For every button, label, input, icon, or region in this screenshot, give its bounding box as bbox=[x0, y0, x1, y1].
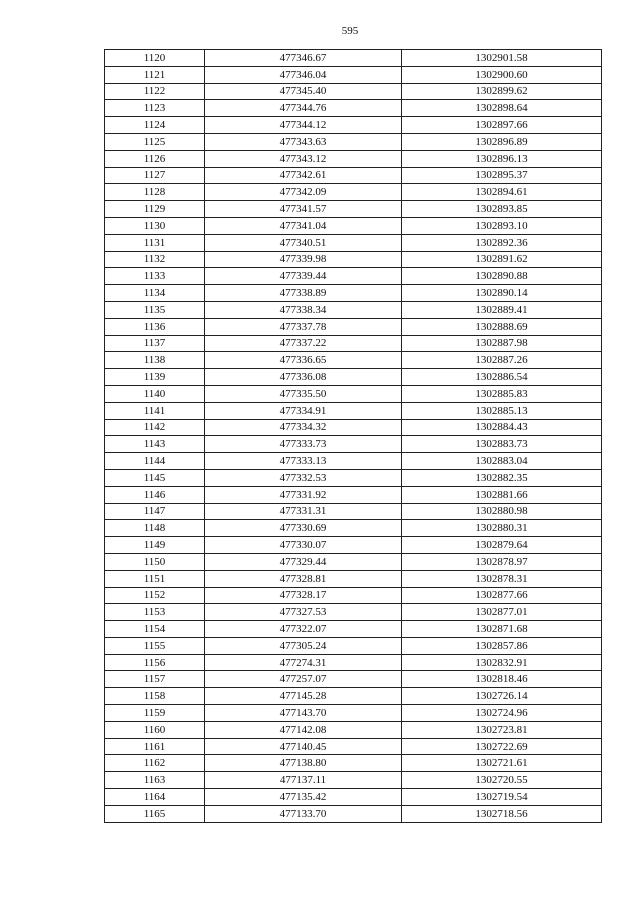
table-row bbox=[105, 66, 602, 83]
x-coordinate-cell: 477138.80 bbox=[205, 755, 402, 772]
y-coordinate-cell: 1302724.96 bbox=[402, 705, 602, 722]
point-number-cell: 1148 bbox=[105, 520, 205, 537]
y-coordinate-cell: 1302877.01 bbox=[402, 604, 602, 621]
table-row bbox=[105, 117, 602, 134]
point-number-cell: 1149 bbox=[105, 537, 205, 554]
x-coordinate-cell: 477305.24 bbox=[205, 637, 402, 654]
x-coordinate-cell: 477329.44 bbox=[205, 553, 402, 570]
point-number-cell: 1164 bbox=[105, 789, 205, 806]
y-coordinate-cell: 1302891.62 bbox=[402, 251, 602, 268]
x-coordinate-cell: 477334.91 bbox=[205, 402, 402, 419]
table-row bbox=[105, 217, 602, 234]
point-number-cell: 1120 bbox=[105, 50, 205, 67]
x-coordinate-cell: 477341.57 bbox=[205, 201, 402, 218]
point-number-cell: 1151 bbox=[105, 570, 205, 587]
table-row bbox=[105, 83, 602, 100]
y-coordinate-cell: 1302885.13 bbox=[402, 402, 602, 419]
table-row bbox=[105, 789, 602, 806]
x-coordinate-cell: 477331.92 bbox=[205, 486, 402, 503]
y-coordinate-cell: 1302884.43 bbox=[402, 419, 602, 436]
table-row bbox=[105, 133, 602, 150]
x-coordinate-cell: 477344.76 bbox=[205, 100, 402, 117]
point-number-cell: 1158 bbox=[105, 688, 205, 705]
table-row bbox=[105, 285, 602, 302]
x-coordinate-cell: 477345.40 bbox=[205, 83, 402, 100]
point-number-cell: 1159 bbox=[105, 705, 205, 722]
point-number-cell: 1144 bbox=[105, 453, 205, 470]
table-row bbox=[105, 402, 602, 419]
y-coordinate-cell: 1302883.73 bbox=[402, 436, 602, 453]
point-number-cell: 1162 bbox=[105, 755, 205, 772]
x-coordinate-cell: 477344.12 bbox=[205, 117, 402, 134]
table-row bbox=[105, 50, 602, 67]
y-coordinate-cell: 1302871.68 bbox=[402, 621, 602, 638]
table-row bbox=[105, 436, 602, 453]
y-coordinate-cell: 1302878.31 bbox=[402, 570, 602, 587]
table-row bbox=[105, 621, 602, 638]
point-number-cell: 1165 bbox=[105, 805, 205, 822]
x-coordinate-cell: 477330.07 bbox=[205, 537, 402, 554]
x-coordinate-cell: 477338.34 bbox=[205, 301, 402, 318]
point-number-cell: 1139 bbox=[105, 369, 205, 386]
x-coordinate-cell: 477341.04 bbox=[205, 217, 402, 234]
x-coordinate-cell: 477346.67 bbox=[205, 50, 402, 67]
point-number-cell: 1153 bbox=[105, 604, 205, 621]
y-coordinate-cell: 1302899.62 bbox=[402, 83, 602, 100]
point-number-cell: 1136 bbox=[105, 318, 205, 335]
x-coordinate-cell: 477336.65 bbox=[205, 352, 402, 369]
y-coordinate-cell: 1302887.98 bbox=[402, 335, 602, 352]
table-row bbox=[105, 688, 602, 705]
y-coordinate-cell: 1302721.61 bbox=[402, 755, 602, 772]
x-coordinate-cell: 477327.53 bbox=[205, 604, 402, 621]
point-number-cell: 1127 bbox=[105, 167, 205, 184]
y-coordinate-cell: 1302818.46 bbox=[402, 671, 602, 688]
point-number-cell: 1131 bbox=[105, 234, 205, 251]
table-row bbox=[105, 318, 602, 335]
point-number-cell: 1128 bbox=[105, 184, 205, 201]
y-coordinate-cell: 1302879.64 bbox=[402, 537, 602, 554]
point-number-cell: 1143 bbox=[105, 436, 205, 453]
y-coordinate-cell: 1302900.60 bbox=[402, 66, 602, 83]
coordinates-table-body bbox=[105, 50, 602, 823]
point-number-cell: 1147 bbox=[105, 503, 205, 520]
x-coordinate-cell: 477343.12 bbox=[205, 150, 402, 167]
y-coordinate-cell: 1302857.86 bbox=[402, 637, 602, 654]
table-row bbox=[105, 100, 602, 117]
point-number-cell: 1161 bbox=[105, 738, 205, 755]
table-row bbox=[105, 184, 602, 201]
y-coordinate-cell: 1302881.66 bbox=[402, 486, 602, 503]
x-coordinate-cell: 477330.69 bbox=[205, 520, 402, 537]
table-row bbox=[105, 671, 602, 688]
point-number-cell: 1129 bbox=[105, 201, 205, 218]
table-row bbox=[105, 385, 602, 402]
table-row bbox=[105, 738, 602, 755]
table-row bbox=[105, 637, 602, 654]
y-coordinate-cell: 1302718.56 bbox=[402, 805, 602, 822]
table-row bbox=[105, 369, 602, 386]
table-row bbox=[105, 772, 602, 789]
point-number-cell: 1132 bbox=[105, 251, 205, 268]
y-coordinate-cell: 1302883.04 bbox=[402, 453, 602, 470]
x-coordinate-cell: 477142.08 bbox=[205, 721, 402, 738]
table-row bbox=[105, 352, 602, 369]
y-coordinate-cell: 1302878.97 bbox=[402, 553, 602, 570]
x-coordinate-cell: 477137.11 bbox=[205, 772, 402, 789]
y-coordinate-cell: 1302877.66 bbox=[402, 587, 602, 604]
table-row bbox=[105, 587, 602, 604]
table-row bbox=[105, 486, 602, 503]
x-coordinate-cell: 477145.28 bbox=[205, 688, 402, 705]
y-coordinate-cell: 1302895.37 bbox=[402, 167, 602, 184]
point-number-cell: 1125 bbox=[105, 133, 205, 150]
point-number-cell: 1154 bbox=[105, 621, 205, 638]
x-coordinate-cell: 477337.78 bbox=[205, 318, 402, 335]
y-coordinate-cell: 1302889.41 bbox=[402, 301, 602, 318]
table-row bbox=[105, 537, 602, 554]
y-coordinate-cell: 1302890.14 bbox=[402, 285, 602, 302]
y-coordinate-cell: 1302880.98 bbox=[402, 503, 602, 520]
x-coordinate-cell: 477339.44 bbox=[205, 268, 402, 285]
y-coordinate-cell: 1302888.69 bbox=[402, 318, 602, 335]
table-row bbox=[105, 553, 602, 570]
table-row bbox=[105, 234, 602, 251]
point-number-cell: 1138 bbox=[105, 352, 205, 369]
point-number-cell: 1133 bbox=[105, 268, 205, 285]
point-number-cell: 1123 bbox=[105, 100, 205, 117]
point-number-cell: 1150 bbox=[105, 553, 205, 570]
point-number-cell: 1157 bbox=[105, 671, 205, 688]
x-coordinate-cell: 477274.31 bbox=[205, 654, 402, 671]
y-coordinate-cell: 1302880.31 bbox=[402, 520, 602, 537]
y-coordinate-cell: 1302832.91 bbox=[402, 654, 602, 671]
x-coordinate-cell: 477346.04 bbox=[205, 66, 402, 83]
table-row bbox=[105, 201, 602, 218]
x-coordinate-cell: 477342.61 bbox=[205, 167, 402, 184]
y-coordinate-cell: 1302722.69 bbox=[402, 738, 602, 755]
table-row bbox=[105, 167, 602, 184]
table-row bbox=[105, 705, 602, 722]
x-coordinate-cell: 477133.70 bbox=[205, 805, 402, 822]
table-row bbox=[105, 301, 602, 318]
x-coordinate-cell: 477334.32 bbox=[205, 419, 402, 436]
y-coordinate-cell: 1302896.13 bbox=[402, 150, 602, 167]
point-number-cell: 1160 bbox=[105, 721, 205, 738]
point-number-cell: 1126 bbox=[105, 150, 205, 167]
table-row bbox=[105, 654, 602, 671]
y-coordinate-cell: 1302892.36 bbox=[402, 234, 602, 251]
coordinates-table bbox=[104, 49, 602, 823]
x-coordinate-cell: 477333.13 bbox=[205, 453, 402, 470]
y-coordinate-cell: 1302885.83 bbox=[402, 385, 602, 402]
x-coordinate-cell: 477322.07 bbox=[205, 621, 402, 638]
page-number: 595 bbox=[341, 25, 359, 37]
table-row bbox=[105, 453, 602, 470]
table-row bbox=[105, 520, 602, 537]
y-coordinate-cell: 1302896.89 bbox=[402, 133, 602, 150]
point-number-cell: 1122 bbox=[105, 83, 205, 100]
table-row bbox=[105, 805, 602, 822]
table-row bbox=[105, 469, 602, 486]
table-row bbox=[105, 570, 602, 587]
point-number-cell: 1134 bbox=[105, 285, 205, 302]
point-number-cell: 1155 bbox=[105, 637, 205, 654]
x-coordinate-cell: 477140.45 bbox=[205, 738, 402, 755]
y-coordinate-cell: 1302726.14 bbox=[402, 688, 602, 705]
point-number-cell: 1146 bbox=[105, 486, 205, 503]
table-row bbox=[105, 755, 602, 772]
y-coordinate-cell: 1302898.64 bbox=[402, 100, 602, 117]
point-number-cell: 1121 bbox=[105, 66, 205, 83]
y-coordinate-cell: 1302720.55 bbox=[402, 772, 602, 789]
point-number-cell: 1141 bbox=[105, 402, 205, 419]
point-number-cell: 1130 bbox=[105, 217, 205, 234]
x-coordinate-cell: 477328.81 bbox=[205, 570, 402, 587]
y-coordinate-cell: 1302893.85 bbox=[402, 201, 602, 218]
y-coordinate-cell: 1302897.66 bbox=[402, 117, 602, 134]
point-number-cell: 1140 bbox=[105, 385, 205, 402]
x-coordinate-cell: 477338.89 bbox=[205, 285, 402, 302]
x-coordinate-cell: 477332.53 bbox=[205, 469, 402, 486]
y-coordinate-cell: 1302886.54 bbox=[402, 369, 602, 386]
x-coordinate-cell: 477257.07 bbox=[205, 671, 402, 688]
y-coordinate-cell: 1302893.10 bbox=[402, 217, 602, 234]
x-coordinate-cell: 477339.98 bbox=[205, 251, 402, 268]
point-number-cell: 1145 bbox=[105, 469, 205, 486]
table-row bbox=[105, 150, 602, 167]
point-number-cell: 1156 bbox=[105, 654, 205, 671]
y-coordinate-cell: 1302890.88 bbox=[402, 268, 602, 285]
table-row bbox=[105, 268, 602, 285]
y-coordinate-cell: 1302894.61 bbox=[402, 184, 602, 201]
x-coordinate-cell: 477331.31 bbox=[205, 503, 402, 520]
y-coordinate-cell: 1302887.26 bbox=[402, 352, 602, 369]
x-coordinate-cell: 477143.70 bbox=[205, 705, 402, 722]
table-row bbox=[105, 604, 602, 621]
point-number-cell: 1152 bbox=[105, 587, 205, 604]
table-row bbox=[105, 251, 602, 268]
x-coordinate-cell: 477135.42 bbox=[205, 789, 402, 806]
point-number-cell: 1135 bbox=[105, 301, 205, 318]
x-coordinate-cell: 477340.51 bbox=[205, 234, 402, 251]
table-row bbox=[105, 721, 602, 738]
y-coordinate-cell: 1302901.58 bbox=[402, 50, 602, 67]
table-row bbox=[105, 419, 602, 436]
x-coordinate-cell: 477335.50 bbox=[205, 385, 402, 402]
point-number-cell: 1163 bbox=[105, 772, 205, 789]
x-coordinate-cell: 477343.63 bbox=[205, 133, 402, 150]
y-coordinate-cell: 1302882.35 bbox=[402, 469, 602, 486]
y-coordinate-cell: 1302719.54 bbox=[402, 789, 602, 806]
table-row bbox=[105, 335, 602, 352]
point-number-cell: 1124 bbox=[105, 117, 205, 134]
table-row bbox=[105, 503, 602, 520]
x-coordinate-cell: 477336.08 bbox=[205, 369, 402, 386]
x-coordinate-cell: 477337.22 bbox=[205, 335, 402, 352]
x-coordinate-cell: 477342.09 bbox=[205, 184, 402, 201]
point-number-cell: 1137 bbox=[105, 335, 205, 352]
x-coordinate-cell: 477333.73 bbox=[205, 436, 402, 453]
y-coordinate-cell: 1302723.81 bbox=[402, 721, 602, 738]
x-coordinate-cell: 477328.17 bbox=[205, 587, 402, 604]
point-number-cell: 1142 bbox=[105, 419, 205, 436]
